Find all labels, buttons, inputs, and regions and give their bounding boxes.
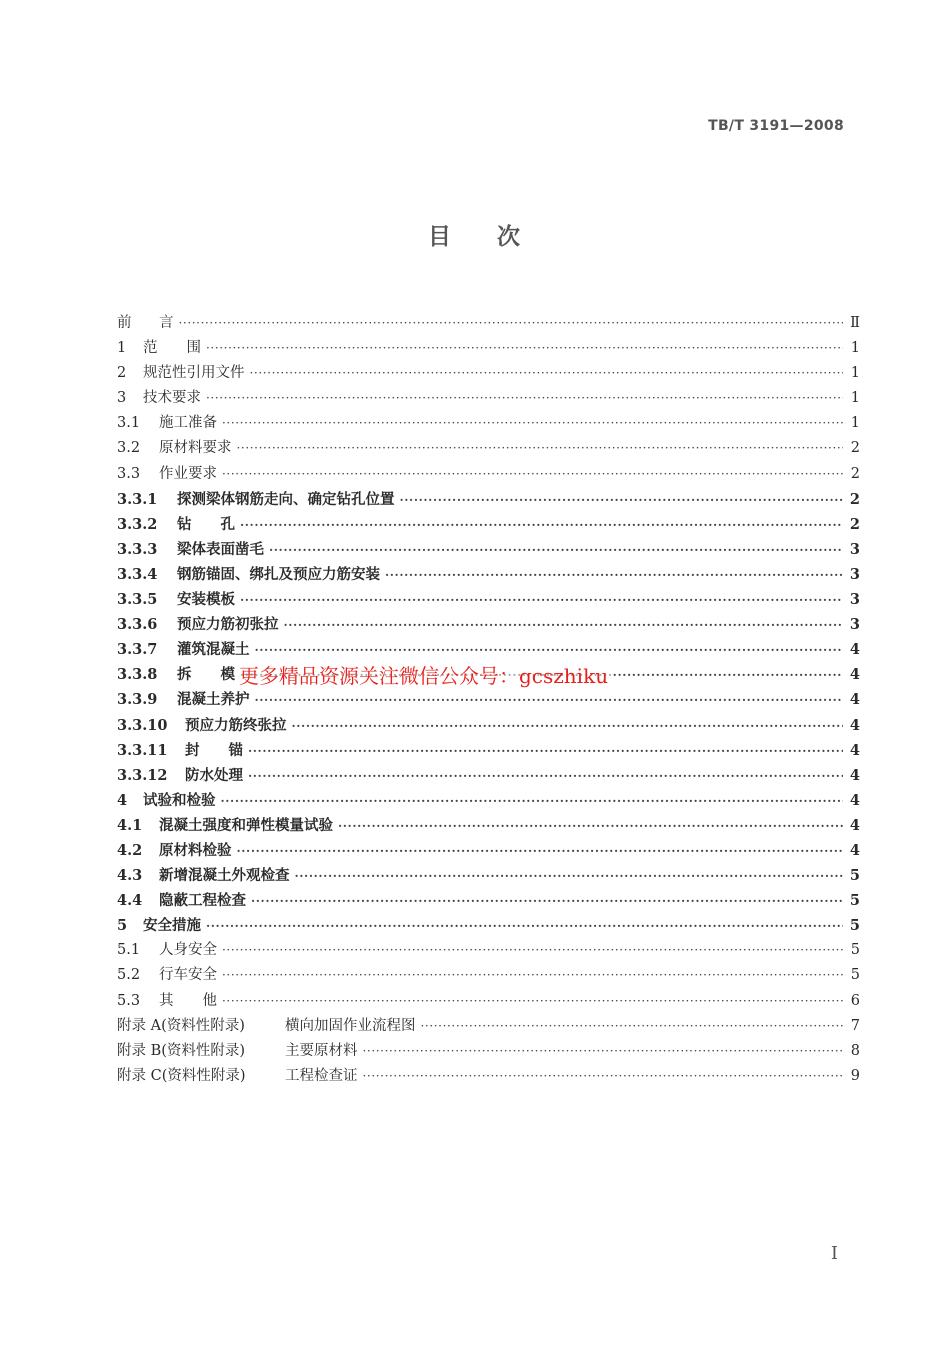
toc-entry-number: 3.3.10 — [117, 716, 168, 734]
table-of-contents — [117, 311, 860, 1089]
toc-entry-page: 8 — [850, 1042, 860, 1059]
toc-entry-page: 4 — [849, 666, 860, 684]
toc-entry-page: 4 — [849, 716, 860, 734]
toc-leader-dots — [255, 688, 844, 713]
toc-leader-dots — [237, 839, 844, 864]
toc-leader-dots — [292, 714, 844, 739]
toc-entry-label: 防水处理 — [185, 766, 243, 784]
toc-entry-page: 5 — [849, 892, 860, 910]
toc-entry-number: 2 — [117, 365, 127, 382]
toc-entry-number: 5.2 — [117, 967, 141, 984]
toc-entry-number: 3.3 — [117, 465, 141, 482]
toc-leader-dots — [250, 361, 844, 386]
toc-entry-page: 9 — [850, 1067, 860, 1084]
toc-leader-dots — [221, 789, 844, 814]
standard-code: TB/T 3191—2008 — [708, 118, 844, 134]
toc-entry-label: 主要原材料 — [285, 1042, 358, 1059]
toc-entry-page: 7 — [850, 1017, 860, 1034]
toc-entry-label: 钻 孔 — [177, 515, 235, 533]
toc-entry-page: 4 — [849, 791, 860, 809]
toc-leader-dots — [222, 963, 843, 988]
toc-entry-number: 3.3.12 — [117, 766, 168, 784]
toc-title — [0, 218, 950, 251]
toc-entry-page: 3 — [849, 591, 860, 609]
toc-entry-label: 安装模板 — [177, 591, 235, 609]
toc-entry[interactable] — [117, 763, 860, 788]
toc-entry[interactable] — [117, 311, 860, 336]
toc-entry[interactable] — [117, 863, 860, 888]
toc-entry-page: 4 — [849, 741, 860, 759]
toc-entry[interactable] — [117, 612, 860, 637]
toc-entry-label: 行车安全 — [159, 967, 217, 984]
toc-entry-page: 4 — [849, 841, 860, 859]
toc-leader-dots — [206, 386, 843, 411]
toc-entry-label: 梁体表面凿毛 — [177, 540, 264, 558]
toc-entry[interactable] — [117, 888, 860, 913]
toc-entry-page: 4 — [849, 766, 860, 784]
toc-entry[interactable] — [117, 1064, 860, 1089]
toc-entry-label: 混凝土强度和弹性模量试验 — [159, 816, 333, 834]
toc-leader-dots — [206, 914, 843, 939]
toc-entry-page: 4 — [849, 816, 860, 834]
toc-entry-number: 4.2 — [117, 841, 143, 859]
toc-entry-number: 3.3.11 — [117, 741, 168, 759]
toc-leader-dots — [248, 739, 843, 764]
toc-entry-label: 探测梁体钢筋走向、确定钻孔位置 — [177, 490, 395, 508]
toc-entry-number: 4.4 — [117, 892, 143, 910]
toc-entry-label: 钢筋锚固、绑扎及预应力筋安装 — [177, 565, 380, 583]
toc-entry-label: 封 锚 — [185, 741, 243, 759]
toc-entry[interactable] — [117, 713, 860, 738]
toc-entry-label: 原材料要求 — [159, 440, 232, 457]
toc-entry-number: 3.3.6 — [117, 616, 158, 634]
toc-leader-dots — [240, 588, 843, 613]
page-number: I — [830, 1243, 838, 1264]
toc-entry[interactable] — [117, 537, 860, 562]
toc-entry-page: 2 — [850, 440, 860, 457]
toc-entry-number: 3.3.1 — [117, 490, 158, 508]
toc-leader-dots — [222, 938, 843, 963]
toc-entry[interactable] — [117, 637, 860, 662]
toc-leader-dots — [400, 488, 844, 513]
toc-leader-dots — [385, 563, 843, 588]
toc-entry-page: 5 — [849, 917, 860, 935]
toc-entry[interactable] — [117, 436, 860, 461]
toc-entry-page: 5 — [850, 942, 860, 959]
toc-entry-number: 附录 C(资料性附录) — [117, 1067, 246, 1084]
toc-entry-number: 4.1 — [117, 816, 143, 834]
toc-entry-number: 3 — [117, 390, 127, 407]
toc-entry-page: 1 — [850, 390, 860, 407]
toc-entry[interactable] — [117, 788, 860, 813]
toc-entry[interactable] — [117, 1014, 860, 1039]
toc-entry-label: 技术要求 — [143, 390, 201, 407]
toc-leader-dots — [240, 513, 843, 538]
toc-leader-dots — [421, 1014, 844, 1039]
toc-leader-dots — [179, 311, 844, 336]
toc-entry-number: 3.3.9 — [117, 691, 158, 709]
toc-entry-number: 3.3.8 — [117, 666, 158, 684]
toc-entry-page: 4 — [849, 641, 860, 659]
toc-entry-page: 1 — [850, 340, 860, 357]
toc-entry[interactable] — [117, 938, 860, 963]
toc-leader-dots — [284, 613, 844, 638]
toc-entry[interactable] — [117, 813, 860, 838]
toc-entry-number: 4 — [117, 791, 128, 809]
toc-leader-dots — [222, 462, 843, 487]
toc-leader-dots — [248, 764, 843, 789]
toc-entry-page: 4 — [849, 691, 860, 709]
toc-entry[interactable] — [117, 687, 860, 712]
toc-entry-page: 6 — [850, 992, 860, 1009]
toc-leader-dots — [269, 538, 843, 563]
toc-entry-label: 拆 模 — [177, 666, 235, 684]
toc-entry-number: 3.3.4 — [117, 565, 158, 583]
toc-entry-page: 5 — [849, 867, 860, 885]
toc-leader-dots — [222, 989, 843, 1014]
toc-leader-dots — [363, 1039, 844, 1064]
toc-entry-label: 预应力筋终张拉 — [185, 716, 287, 734]
toc-entry[interactable] — [117, 587, 860, 612]
toc-entry-page: 3 — [849, 616, 860, 634]
toc-leader-dots — [295, 864, 844, 889]
toc-title-part1: 目 — [428, 224, 453, 250]
toc-entry-label: 范 围 — [143, 340, 201, 357]
toc-entry[interactable] — [117, 913, 860, 938]
toc-entry-number: 3.3.7 — [117, 641, 158, 659]
toc-entry-label: 横向加固作业流程图 — [285, 1017, 416, 1034]
toc-leader-dots — [237, 436, 844, 461]
toc-entry-label: 人身安全 — [159, 942, 217, 959]
toc-leader-dots — [222, 411, 843, 436]
toc-entry-page: 3 — [849, 565, 860, 583]
toc-entry-page: 3 — [849, 540, 860, 558]
toc-entry-label: 原材料检验 — [159, 841, 232, 859]
toc-leader-dots — [206, 336, 843, 361]
toc-entry[interactable] — [117, 989, 860, 1014]
toc-entry[interactable] — [117, 512, 860, 537]
toc-entry[interactable] — [117, 386, 860, 411]
toc-leader-dots — [363, 1064, 844, 1089]
toc-entry-page: 2 — [849, 515, 860, 533]
toc-entry-label: 试验和检验 — [143, 791, 216, 809]
watermark-text: 更多精品资源关注微信公众号：gcszhiku — [236, 660, 611, 689]
toc-entry-page: 2 — [850, 465, 860, 482]
toc-entry[interactable] — [117, 361, 860, 386]
toc-entry-number: 5.3 — [117, 992, 141, 1009]
toc-title-part2: 次 — [497, 224, 522, 250]
toc-entry[interactable] — [117, 462, 860, 487]
toc-entry-label: 新增混凝土外观检查 — [159, 867, 290, 885]
toc-entry-number: 5 — [117, 917, 128, 935]
toc-entry-label: 工程检查证 — [285, 1067, 358, 1084]
toc-entry[interactable] — [117, 562, 860, 587]
toc-entry-page: 5 — [850, 967, 860, 984]
toc-entry-label: 预应力筋初张拉 — [177, 616, 279, 634]
toc-entry[interactable] — [117, 738, 860, 763]
toc-entry-label: 混凝土养护 — [177, 691, 250, 709]
toc-entry-number: 4.3 — [117, 867, 143, 885]
toc-entry[interactable] — [117, 336, 860, 361]
toc-entry-label: 规范性引用文件 — [143, 365, 245, 382]
toc-entry-number: 5.1 — [117, 942, 141, 959]
toc-entry-label: 作业要求 — [159, 465, 217, 482]
toc-entry[interactable] — [117, 487, 860, 512]
toc-entry-label: 灌筑混凝土 — [177, 641, 250, 659]
toc-entry-label: 施工准备 — [159, 415, 217, 432]
toc-leader-dots — [251, 889, 843, 914]
toc-entry-number: 附录 A(资料性附录) — [117, 1017, 245, 1034]
toc-leader-dots — [338, 814, 843, 839]
toc-entry-label: 隐蔽工程检查 — [159, 892, 246, 910]
toc-entry-number: 3.3.2 — [117, 515, 158, 533]
toc-entry[interactable] — [117, 963, 860, 988]
toc-entry-number: 1 — [117, 340, 127, 357]
toc-entry-number: 附录 B(资料性附录) — [117, 1042, 246, 1059]
toc-entry-page: Ⅱ — [850, 315, 860, 331]
toc-entry[interactable] — [117, 838, 860, 863]
toc-entry-number: 前 — [117, 315, 132, 331]
toc-entry-page: 2 — [849, 490, 860, 508]
toc-entry-number: 3.3.3 — [117, 540, 158, 558]
toc-entry-label: 言 — [159, 315, 174, 331]
toc-entry-page: 1 — [850, 415, 860, 432]
toc-entry-page: 1 — [850, 365, 860, 382]
toc-entry-number: 3.1 — [117, 415, 141, 432]
toc-entry[interactable] — [117, 1039, 860, 1064]
toc-entry-label: 其 他 — [159, 992, 217, 1009]
toc-entry[interactable] — [117, 411, 860, 436]
toc-entry-number: 3.3.5 — [117, 591, 158, 609]
toc-entry-label: 安全措施 — [143, 917, 201, 935]
toc-entry-number: 3.2 — [117, 440, 141, 457]
